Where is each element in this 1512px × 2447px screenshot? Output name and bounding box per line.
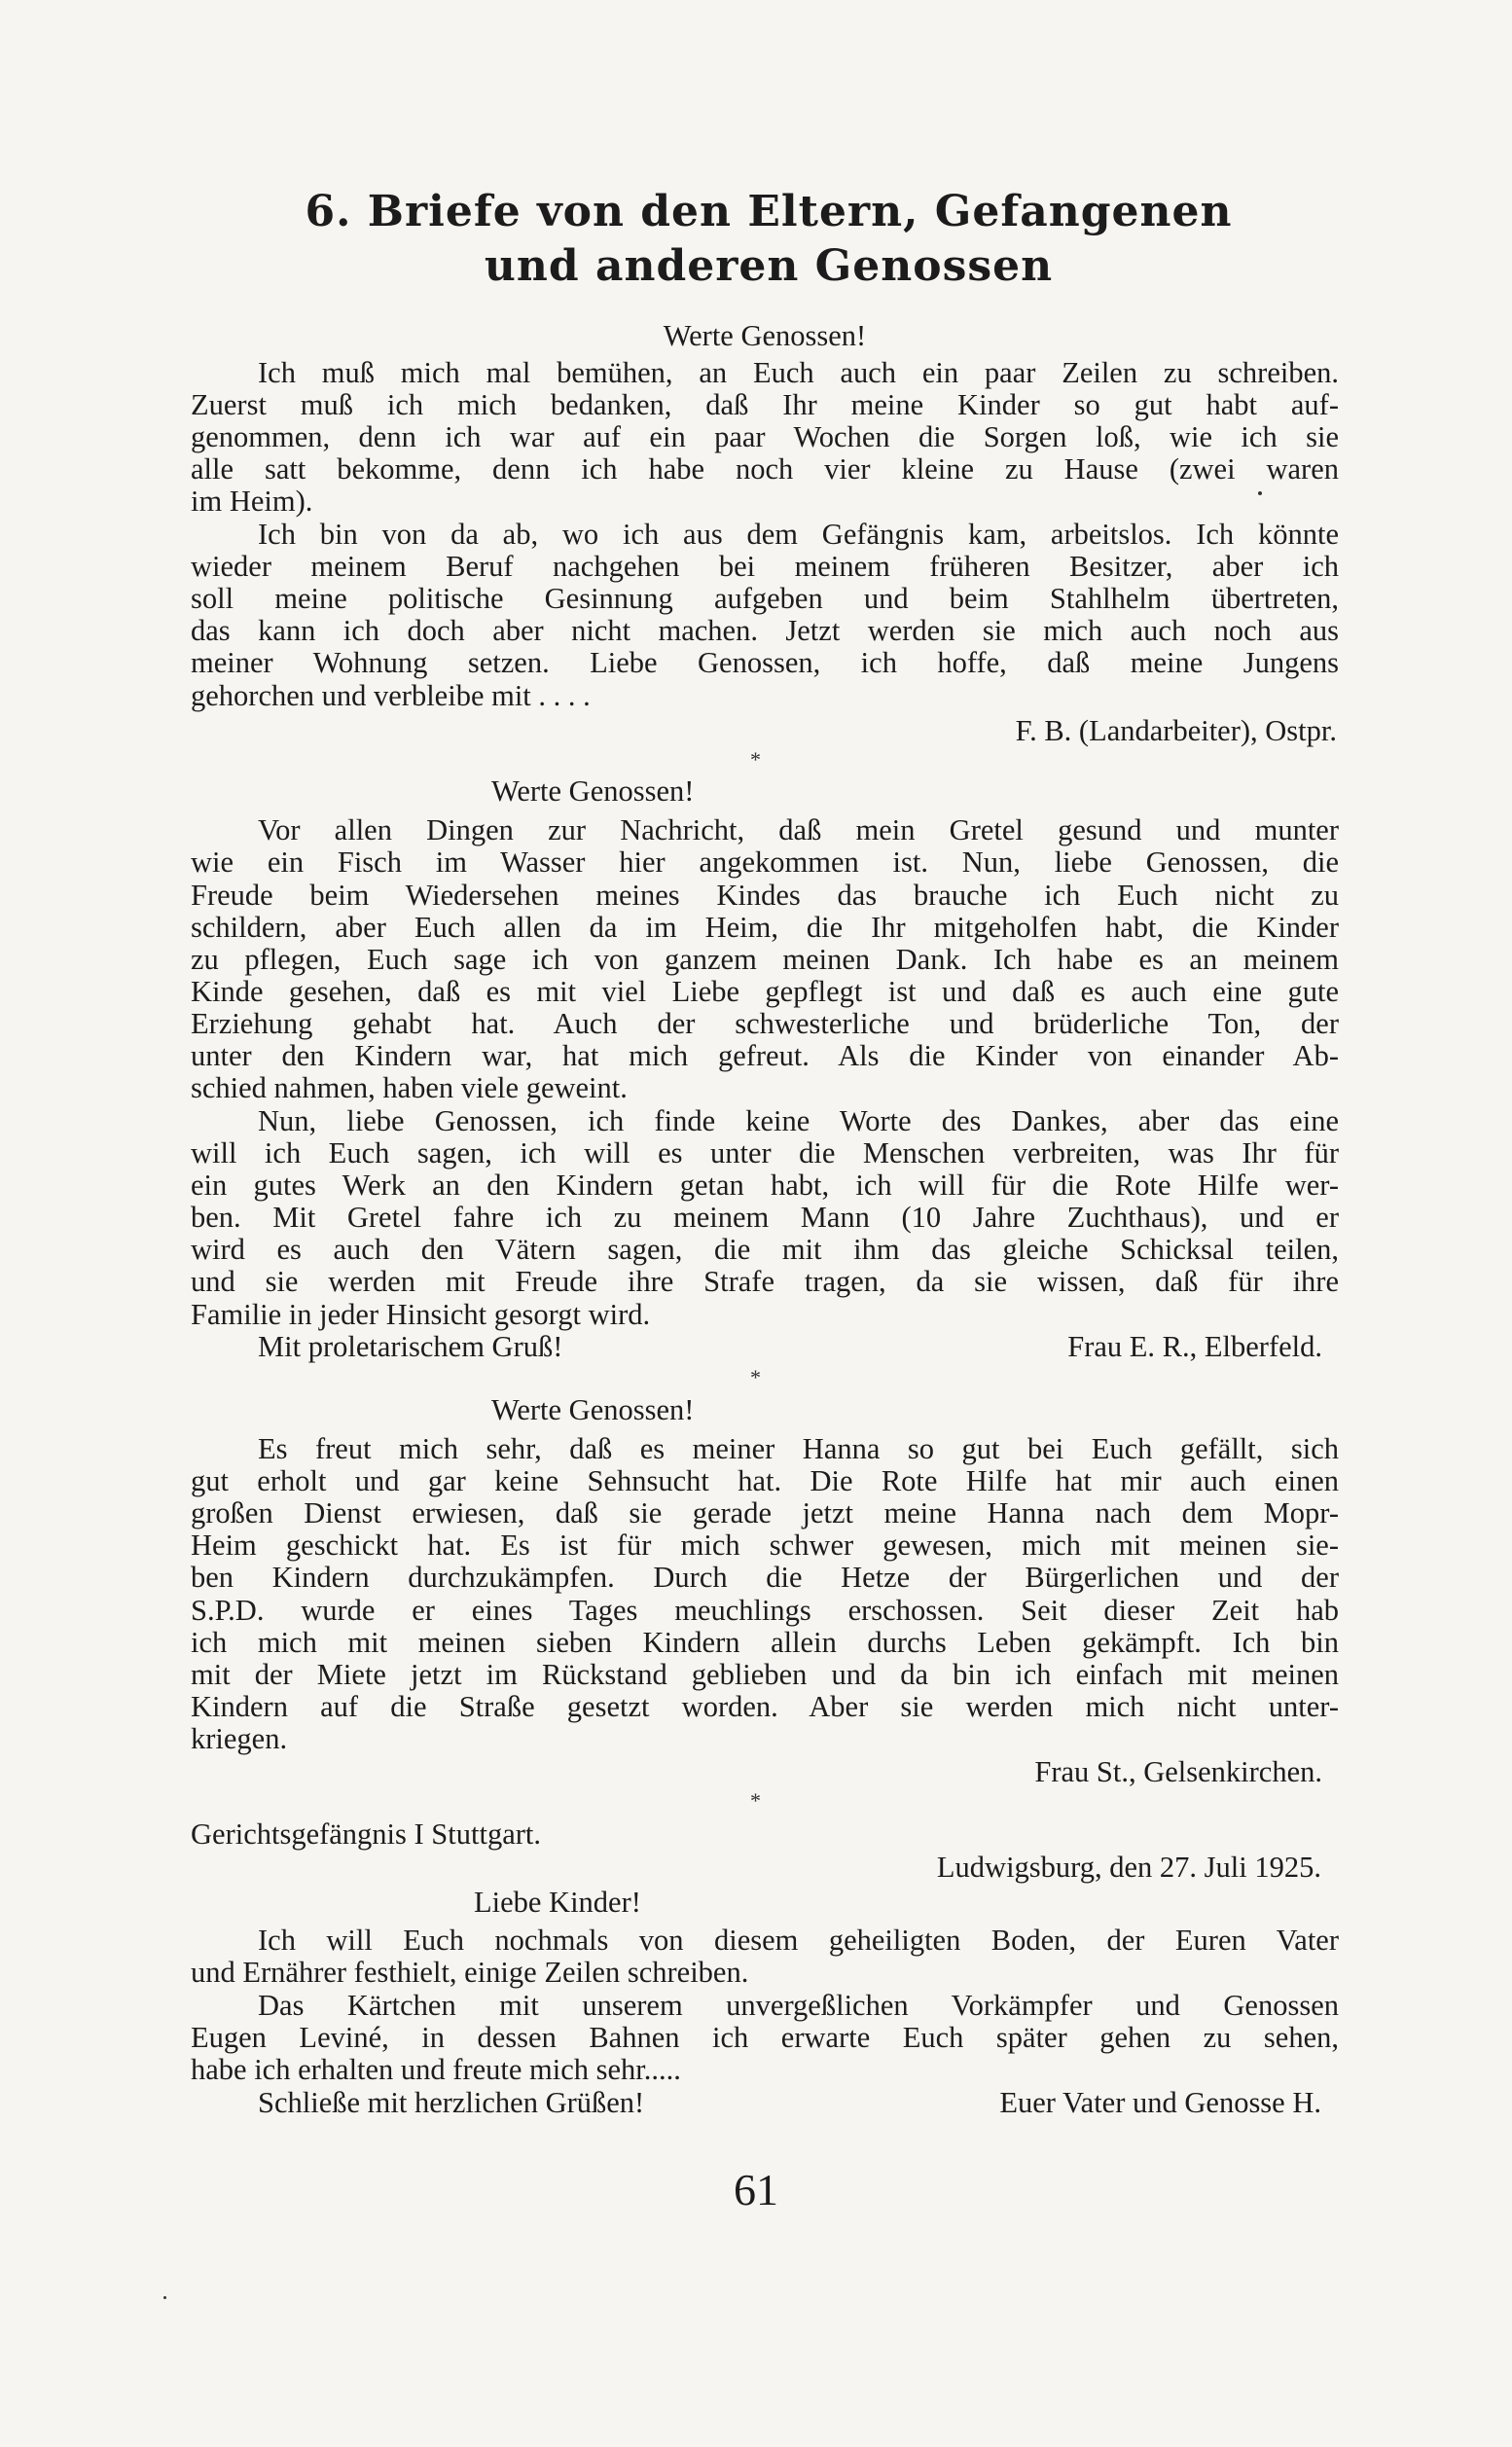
- letter3-line: ich mich mit meinen sieben Kindern allein durchs Leben gekämpft. Ich bin: [191, 1626, 1339, 1659]
- print-speck: [1258, 491, 1262, 495]
- letter3-line: kriegen.: [191, 1722, 288, 1755]
- letter3-line: Es freut mich sehr, daß es meiner Hanna so gut bei Euch gefällt, sich: [258, 1432, 1339, 1465]
- letter4-line: Ich will Euch nochmals von diesem geheiligten Boden, der Euren Vater: [258, 1924, 1339, 1957]
- letter4-line: Eugen Leviné, in dessen Bahnen ich erwarte Euch später gehen zu sehen,: [191, 2021, 1339, 2054]
- letter2-line: ben. Mit Gretel fahre ich zu meinem Mann (10 Jahre Zuchthaus), und er: [191, 1201, 1339, 1234]
- letter1-line: alle satt bekomme, denn ich habe noch vier kleine zu Hause (zwei waren: [191, 452, 1339, 486]
- letter2-line: wird es auch den Vätern sagen, die mit ihm das gleiche Schicksal teilen,: [191, 1233, 1339, 1266]
- letter2-line: ein gutes Werk an den Kindern getan habt, ich will für die Rote Hilfe wer-: [191, 1169, 1339, 1202]
- letter2-line: Freude beim Wiedersehen meines Kindes das brauche ich Euch nicht zu: [191, 879, 1339, 912]
- letter1-greeting: Werte Genossen!: [663, 319, 867, 352]
- letter4-greeting: Liebe Kinder!: [474, 1886, 641, 1919]
- letter1-signature: F. B. (Landarbeiter), Ostpr.: [1015, 714, 1337, 747]
- section-separator: *: [750, 747, 761, 772]
- letter2-line: schied nahmen, haben viele geweint.: [191, 1071, 628, 1104]
- letter1-line: Ich bin von da ab, wo ich aus dem Gefängnis kam, arbeitslos. Ich könnte: [258, 518, 1339, 551]
- print-speck: [163, 2296, 166, 2299]
- letter1-line: gehorchen und verbleibe mit . . . .: [191, 679, 591, 712]
- letter3-line: S.P.D. wurde er eines Tages meuchlings erschossen. Seit dieser Zeit hab: [191, 1594, 1339, 1627]
- letter2-line: und sie werden mit Freude ihre Strafe tragen, da sie wissen, daß für ihre: [191, 1265, 1339, 1298]
- letter1-line: das kann ich doch aber nicht machen. Jetzt werden sie mich auch noch aus: [191, 614, 1339, 647]
- chapter-title-line-2: und anderen Genossen: [484, 241, 1054, 291]
- letter2-line: Erziehung gehabt hat. Auch der schwesterliche und brüderliche Ton, der: [191, 1007, 1339, 1040]
- letter2-signature: Frau E. R., Elberfeld.: [1067, 1330, 1322, 1363]
- letter3-line: mit der Miete jetzt im Rückstand geblieben und da bin ich einfach mit meinen: [191, 1658, 1339, 1691]
- letter4-closing: Schließe mit herzlichen Grüßen!: [258, 2086, 645, 2119]
- letter1-line: genommen, denn ich war auf ein paar Wochen die Sorgen loß, wie ich sie: [191, 420, 1339, 453]
- section-separator: *: [750, 1365, 761, 1389]
- letter2-line: Familie in jeder Hinsicht gesorgt wird.: [191, 1298, 651, 1331]
- letter4-place-date: Ludwigsburg, den 27. Juli 1925.: [936, 1851, 1321, 1884]
- letter2-line: unter den Kindern war, hat mich gefreut. Als die Kinder von einander Ab-: [191, 1039, 1339, 1072]
- letter3-signature: Frau St., Gelsenkirchen.: [1034, 1755, 1322, 1788]
- letter1-line: im Heim).: [191, 485, 313, 518]
- section-separator: *: [750, 1788, 761, 1813]
- letter2-line: will ich Euch sagen, ich will es unter die Menschen verbreiten, was Ihr für: [191, 1136, 1339, 1170]
- letter2-closing: Mit proletarischem Gruß!: [258, 1330, 563, 1363]
- letter4-line: Das Kärtchen mit unserem unvergeßlichen Vorkämpfer und Genossen: [258, 1989, 1339, 2022]
- letter3-line: Kindern auf die Straße gesetzt worden. Aber sie werden mich nicht unter-: [191, 1690, 1339, 1723]
- letter2-line: Nun, liebe Genossen, ich finde keine Worte des Dankes, aber das eine: [258, 1104, 1339, 1137]
- letter2-greeting: Werte Genossen!: [491, 774, 695, 808]
- letter4-sender: Gerichtsgefängnis I Stuttgart.: [191, 1817, 541, 1851]
- letter1-line: wieder meinem Beruf nachgehen bei meinem früheren Besitzer, aber ich: [191, 550, 1339, 583]
- letter3-line: ben Kindern durchzukämpfen. Durch die Hetze der Bürgerlichen und der: [191, 1561, 1339, 1594]
- chapter-title-line-1: 6. Briefe von den Eltern, Gefangenen: [305, 187, 1233, 236]
- letter4-line: habe ich erhalten und freute mich sehr.....: [191, 2053, 681, 2086]
- letter1-line: meiner Wohnung setzen. Liebe Genossen, ich hoffe, daß meine Jungens: [191, 646, 1339, 679]
- letter2-line: schildern, aber Euch allen da im Heim, die Ihr mitgeholfen habt, die Kinder: [191, 911, 1339, 944]
- letter3-line: großen Dienst erwiesen, daß sie gerade jetzt meine Hanna nach dem Mopr-: [191, 1496, 1339, 1529]
- letter1-line: soll meine politische Gesinnung aufgeben und beim Stahlhelm übertreten,: [191, 582, 1339, 615]
- letter2-line: Vor allen Dingen zur Nachricht, daß mein Gretel gesund und munter: [258, 813, 1339, 846]
- page-number: 61: [734, 2165, 778, 2214]
- letter2-line: Kinde gesehen, daß es mit viel Liebe gepflegt ist und daß es auch eine gute: [191, 975, 1339, 1008]
- letter2-line: zu pflegen, Euch sage ich von ganzem meinen Dank. Ich habe es an meinem: [191, 943, 1339, 976]
- letter4-line: und Ernährer festhielt, einige Zeilen schreiben.: [191, 1956, 749, 1989]
- letter4-signature: Euer Vater und Genosse H.: [999, 2086, 1321, 2119]
- letter3-line: Heim geschickt hat. Es ist für mich schwer gewesen, mich mit meinen sie-: [191, 1529, 1339, 1562]
- letter2-line: wie ein Fisch im Wasser hier angekommen ist. Nun, liebe Genossen, die: [191, 846, 1339, 879]
- letter3-line: gut erholt und gar keine Sehnsucht hat. Die Rote Hilfe hat mir auch einen: [191, 1464, 1339, 1497]
- letter1-line: Zuerst muß ich mich bedanken, daß Ihr meine Kinder so gut habt auf-: [191, 388, 1339, 421]
- letter1-line: Ich muß mich mal bemühen, an Euch auch ein paar Zeilen zu schreiben.: [258, 356, 1339, 389]
- letter3-greeting: Werte Genossen!: [491, 1393, 695, 1426]
